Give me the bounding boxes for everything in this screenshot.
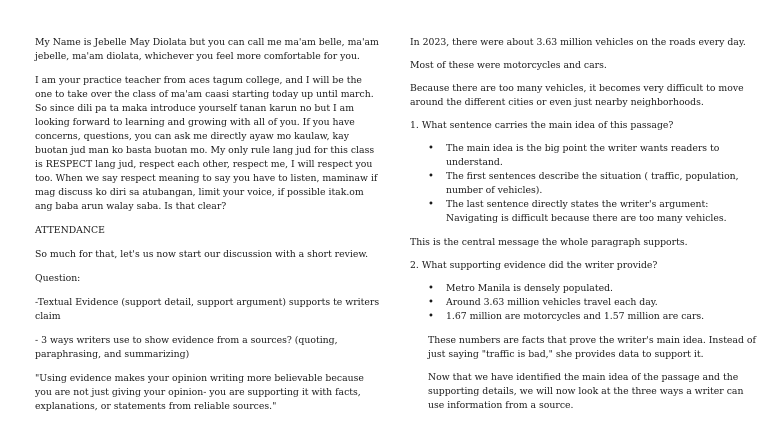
question-1-list xyxy=(410,142,758,226)
list-item: • The last sentence directly states the writer's argument: Navigating is difficult because there are too many vehicles. xyxy=(410,198,758,226)
central-message-paragraph: This is the central message the whole paragraph supports. xyxy=(410,237,688,248)
question-1: 1. What sentence carries the main idea of this passage? xyxy=(410,120,674,131)
intro-paragraph: My Name is Jebelle May Diolata but you can call me ma'am belle, ma'am jebelle, ma'am diolata, whichever you feel more comfortable for you. xyxy=(35,37,379,62)
list-item: • Around 3.63 million vehicles travel each day. xyxy=(410,296,758,310)
numbers-facts-paragraph: These numbers are facts that prove the writer's main idea. Instead of just saying "traffic is bad," she provides data to support it. xyxy=(428,335,756,360)
list-item: • The first sentences describe the situation ( traffic, population, number of vehicles). xyxy=(410,170,758,198)
transition-paragraph: Now that we have identified the main idea of the passage and the supporting details, we will now look at the three ways a writer can use information from a source. xyxy=(428,372,744,411)
motorcycles-paragraph: Most of these were motorcycles and cars. xyxy=(410,60,607,71)
attendance-heading: ATTENDANCE xyxy=(35,225,105,236)
question-2: 2. What supporting evidence did the writer provide? xyxy=(410,260,658,271)
left-column xyxy=(35,36,381,424)
textual-evidence-paragraph: -Textual Evidence (support detail, support argument) supports te writers claim xyxy=(35,297,380,322)
list-item: • Metro Manila is densely populated. xyxy=(410,282,758,296)
three-ways-paragraph: - 3 ways writers use to show evidence from a sources? (quoting, paraphrasing, and summarizing) xyxy=(35,335,338,360)
difficulty-paragraph: Because there are too many vehicles, it becomes very difficult to move around the different cities or even just nearby neighborhoods. xyxy=(410,83,744,108)
evidence-quote-paragraph: "Using evidence makes your opinion writing more believable because you are not just giving your opinion- you are supporting it with facts, explanations, or statements from reliable sources." xyxy=(35,373,364,412)
question-2-list xyxy=(410,282,758,324)
right-column xyxy=(410,36,758,422)
list-item: • The main idea is the big point the writer wants readers to understand. xyxy=(410,142,758,170)
list-item: • 1.67 million are motorcycles and 1.57 million are cars. xyxy=(410,310,758,324)
vehicles-paragraph: In 2023, there were about 3.63 million vehicles on the roads every day. xyxy=(410,37,746,48)
question-label: Question: xyxy=(35,273,81,284)
teacher-paragraph: I am your practice teacher from aces tagum college, and I will be the one to take over the class of ma'am caasi starting today up until march. So since dili pa ta maka introduce yourself tanan karun no but I am looking forward to learning and growing with all of you. If you have concerns, questions, you can ask me directly ayaw mo kaulaw, kay buotan jud man ko basta buotan mo. My only rule lang jud for this class is RESPECT lang jud, respect each other, respect me, I will respect you too. When we say respect meaning to say you have to listen, maminaw if mag discuss ko diri sa atubangan, limit your voice, if possible itak.om ang baba arun walay saba. Is that clear? xyxy=(35,75,378,212)
review-paragraph: So much for that, let's us now start our discussion with a short review. xyxy=(35,249,369,260)
